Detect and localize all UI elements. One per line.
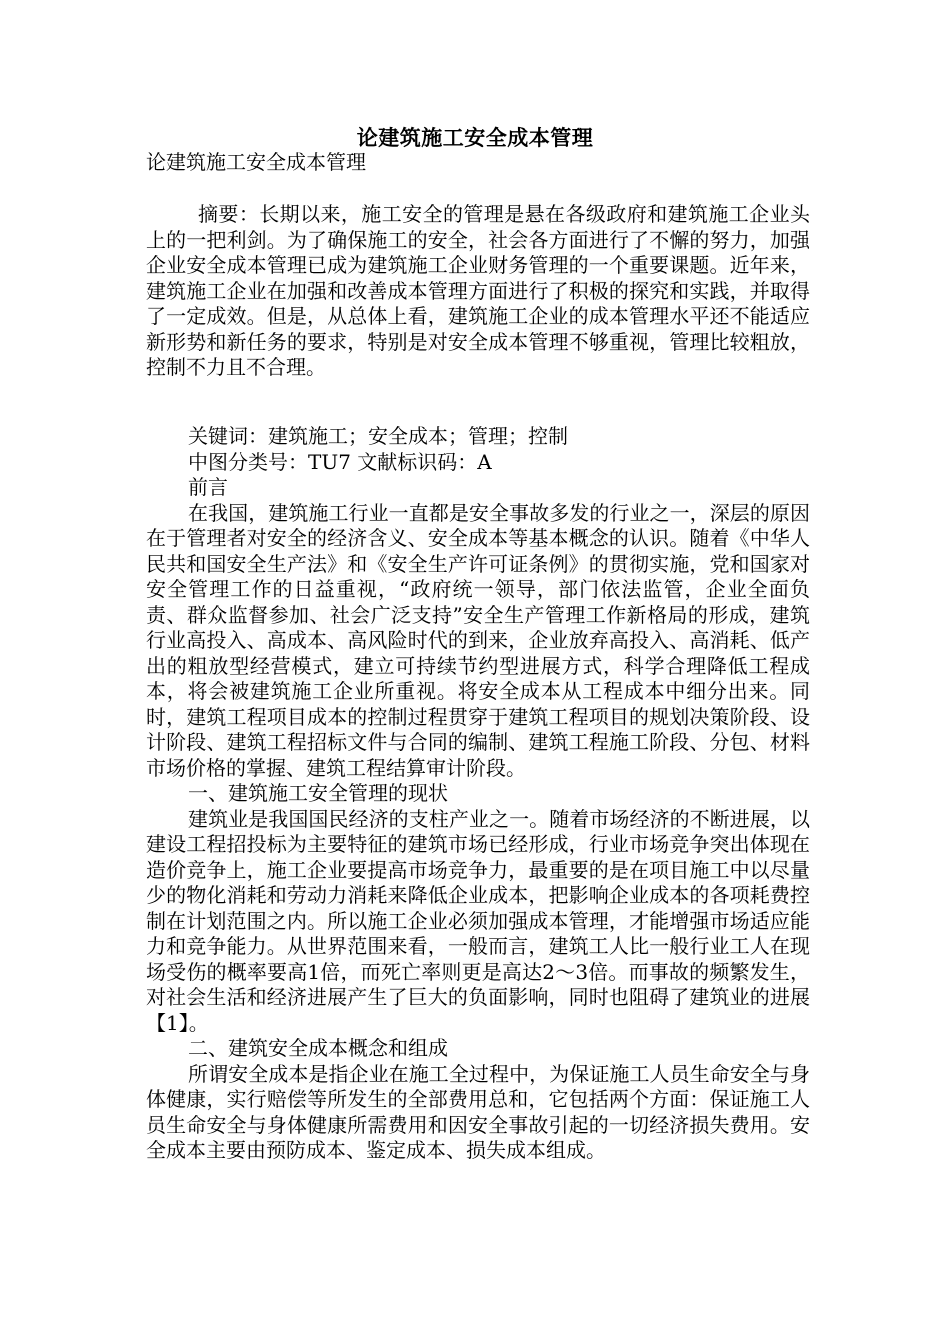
document-body xyxy=(146,424,810,1164)
section-paragraph-2: 所谓安全成本是指企业在施工全过程中，为保证施工人员生命安全与身体健康，实行赔偿等所发生的全部费用总和，它包括两个方面：保证施工人员生命安全与身体健康所需费用和因安全事故引起的一切经济损失费用。安全成本主要由预防成本、鉴定成本、损失成本组成。 xyxy=(146,1061,810,1162)
preface-paragraph: 在我国，建筑施工行业一直都是安全事故多发的行业之一，深层的原因在于管理者对安全的经济含义、安全成本等基本概念的认识。随着《中华人民共和国安全生产法》和《安全生产许可证条例》的贯彻实施，党和国家对安全管理工作的日益重视，“政府统一领导，部门依法监管，企业全面负责、群众监督参加、社会广泛支持”安全生产管理工作新格局的形成，建筑行业高投入、高成本、高风险时代的到来，企业放弃高投入、高消耗、低产出的粗放型经营模式，建立可持续节约型进展方式，科学合理降低工程成本，将会被建筑施工企业所重视。将安全成本从工程成本中细分出来。同时，建筑工程项目成本的控制过程贯穿于建筑工程项目的规划决策阶段、设计阶段、建筑工程招标文件与合同的编制、建筑工程施工阶段、分包、材料市场价格的掌握、建筑工程结算审计阶段。 xyxy=(146,500,810,780)
keywords-line: 关键词：建筑施工；安全成本；管理；控制 xyxy=(188,424,568,448)
preface-heading: 前言 xyxy=(188,475,228,499)
section-paragraph-1: 建筑业是我国国民经济的支柱产业之一。随着市场经济的不断进展，以建设工程招投标为主要特征的建筑市场已经形成，行业市场竞争突出体现在造价竞争上，施工企业要提高市场竞争力，最重要的是在项目施工中以尽量少的物化消耗和劳动力消耗来降低企业成本，把影响企业成本的各项耗费控制在计划范围之内。所以施工企业必须加强成本管理，才能增强市场适应能力和竞争能力。从世界范围来看，一般而言，建筑工人比一般行业工人在现场受伤的概率要高1倍，而死亡率则更是高达2～3倍。而事故的频繁发生，对社会生活和经济进展产生了巨大的负面影响，同时也阻碍了建筑业的进展【1】。 xyxy=(146,806,810,1035)
abstract-paragraph: 摘要：长期以来，施工安全的管理是悬在各级政府和建筑施工企业头上的一把利剑。为了确保施工的安全，社会各方面进行了不懈的努力，加强企业安全成本管理已成为建筑施工企业财务管理的一个重要课题。近年来，建筑施工企业在加强和改善成本管理方面进行了积极的探究和实践，并取得了一定成效。但是，从总体上看，建筑施工企业的成本管理水平还不能适应新形势和新任务的要求，特别是对安全成本管理不够重视，管理比较粗放，控制不力且不合理。 xyxy=(146,202,810,379)
classification-line: 中图分类号：TU7 文献标识码：A xyxy=(188,449,492,474)
document-subtitle: 论建筑施工安全成本管理 xyxy=(146,150,366,174)
section-heading-2: 二、建筑安全成本概念和组成 xyxy=(188,1036,448,1060)
document-title: 论建筑施工安全成本管理 xyxy=(356,125,594,150)
section-heading-1: 一、建筑施工安全管理的现状 xyxy=(188,781,448,805)
